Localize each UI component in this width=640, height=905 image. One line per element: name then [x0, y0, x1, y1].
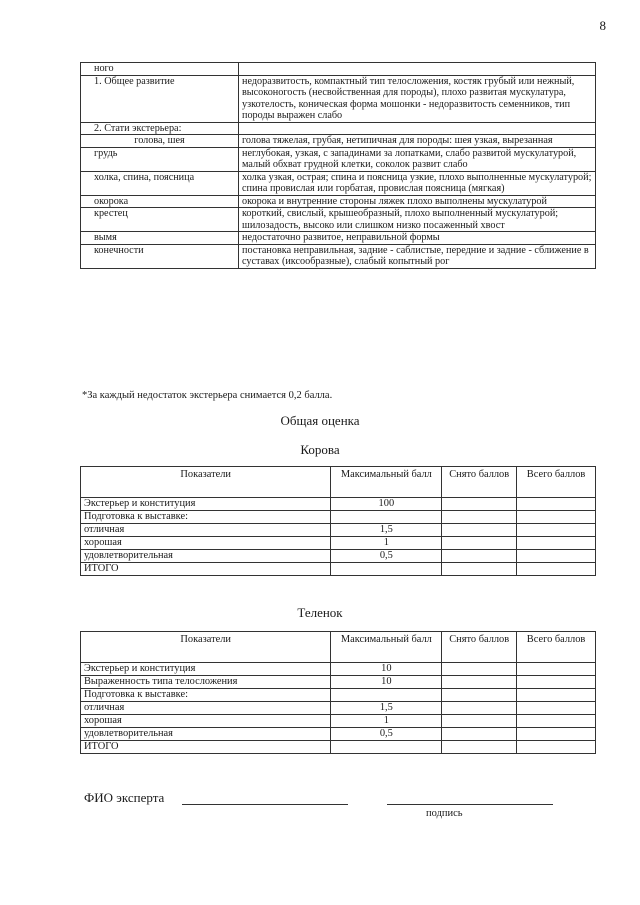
indicator-cell: ИТОГО: [81, 741, 331, 754]
header-total: Всего баллов: [517, 467, 596, 498]
table-row: [81, 537, 596, 550]
indicator-cell: хорошая: [81, 537, 331, 550]
expert-name-line: [182, 804, 348, 805]
table-header-row: [81, 467, 596, 498]
deducted-cell: [442, 715, 517, 728]
table-row: [81, 75, 596, 122]
body-part-label: грудь: [94, 147, 118, 159]
table-row: [81, 728, 596, 741]
exterior-defects-table-body: [81, 63, 596, 269]
table-row: [81, 715, 596, 728]
deducted-cell: [442, 728, 517, 741]
max-score-cell: 100: [331, 498, 442, 511]
expert-name-label: ФИО эксперта: [84, 790, 165, 805]
indicator-cell: отличная: [81, 524, 331, 537]
defect-description: короткий, свислый, крышеобразный, плохо выполненный мускулатурой; шилозадость, высоко или слишком низко посаженный хвост: [239, 208, 596, 232]
table-row: [81, 195, 596, 208]
signature-caption: подпись: [426, 808, 463, 819]
max-score-cell: 1,5: [331, 524, 442, 537]
table-row: [81, 741, 596, 754]
indicator-cell: удовлетворительная: [81, 550, 331, 563]
total-cell: [517, 663, 596, 676]
body-part-label: холка, спина, поясница: [94, 171, 195, 183]
exterior-defects-table: [80, 62, 596, 269]
table-row: [81, 135, 596, 148]
table-row: [81, 171, 596, 195]
body-part-label: ного: [94, 63, 114, 74]
indicator-cell: Подготовка к выставке:: [81, 511, 331, 524]
table-row: [81, 663, 596, 676]
table-row: [81, 63, 596, 76]
body-part-cell: [81, 135, 239, 148]
body-part-label: окорока: [94, 195, 129, 207]
total-cell: [517, 728, 596, 741]
table-row: [81, 550, 596, 563]
max-score-cell: 1,5: [331, 702, 442, 715]
table-row: [81, 524, 596, 537]
header-deducted: Снято баллов: [442, 632, 517, 663]
body-part-cell: [81, 63, 239, 76]
indicator-cell: удовлетворительная: [81, 728, 331, 741]
deducted-cell: [442, 537, 517, 550]
total-cell: [517, 563, 596, 576]
table-row: [81, 511, 596, 524]
body-part-label: голова, шея: [134, 135, 185, 146]
defect-description: [239, 63, 596, 76]
indicator-cell: Экстерьер и конституция: [81, 498, 331, 511]
deducted-cell: [442, 741, 517, 754]
deducted-cell: [442, 676, 517, 689]
defect-description: холка узкая, острая; спина и поясница узкие, плохо выполненные мускулатурой; спина провислая или горбатая, провислая поясница (мягкая): [239, 171, 596, 195]
max-score-cell: [331, 563, 442, 576]
body-part-cell: [81, 171, 239, 195]
body-part-cell: [81, 75, 239, 122]
defect-description: окорока и внутренние стороны ляжек плохо выполнены мускулатурой: [239, 195, 596, 208]
header-max-score: Максимальный балл: [331, 632, 442, 663]
deduction-note: *За каждый недостаток экстерьера снимается 0,2 балла.: [82, 390, 333, 401]
table-row: [81, 702, 596, 715]
body-part-label: конечности: [94, 244, 144, 256]
body-part-cell: [81, 195, 239, 208]
table-row: [81, 689, 596, 702]
table-row: [81, 147, 596, 171]
deducted-cell: [442, 550, 517, 563]
max-score-cell: [331, 511, 442, 524]
defect-description: недоразвитость, компактный тип телосложения, костяк грубый или нежный, высоконогость (несвойственная для породы), плохо развитая мускулатура, узкотелость, коническая форма мошонки - недоразвитость семенников, тип породы выражен слабо: [239, 75, 596, 122]
body-part-cell: [81, 232, 239, 245]
header-deducted: Снято баллов: [442, 467, 517, 498]
signature-line: [387, 804, 553, 805]
page-number: 8: [599, 18, 606, 33]
indicator-cell: Подготовка к выставке:: [81, 689, 331, 702]
calf-score-table: [80, 631, 596, 754]
deducted-cell: [442, 663, 517, 676]
cow-score-table: [80, 466, 596, 576]
defect-description: недостаточно развитое, неправильной формы: [239, 232, 596, 245]
max-score-cell: 10: [331, 663, 442, 676]
total-cell: [517, 741, 596, 754]
body-part-label: крестец: [94, 208, 128, 219]
table-row: [81, 498, 596, 511]
indicator-cell: отличная: [81, 702, 331, 715]
total-cell: [517, 511, 596, 524]
table-row: [81, 122, 596, 135]
total-cell: [517, 498, 596, 511]
total-cell: [517, 689, 596, 702]
max-score-cell: 1: [331, 715, 442, 728]
deducted-cell: [442, 498, 517, 511]
overall-score-title: Общая оценка: [280, 413, 360, 428]
table-row: [81, 563, 596, 576]
deducted-cell: [442, 702, 517, 715]
header-max-score: Максимальный балл: [331, 467, 442, 498]
max-score-cell: 0,5: [331, 550, 442, 563]
deducted-cell: [442, 563, 517, 576]
defect-description: неглубокая, узкая, с западинами за лопатками, слабо развитой мускулатурой, малый обхват грудной клетки, соколок развит слабо: [239, 147, 596, 171]
body-part-label: 2. Стати экстерьера:: [94, 122, 182, 134]
max-score-cell: 0,5: [331, 728, 442, 741]
cow-score-table-body: [81, 498, 596, 576]
deducted-cell: [442, 511, 517, 524]
total-cell: [517, 676, 596, 689]
body-part-label: вымя: [94, 232, 117, 243]
table-row: [81, 244, 596, 268]
header-total: Всего баллов: [517, 632, 596, 663]
total-cell: [517, 524, 596, 537]
max-score-cell: 10: [331, 676, 442, 689]
indicator-cell: хорошая: [81, 715, 331, 728]
max-score-cell: [331, 741, 442, 754]
deducted-cell: [442, 689, 517, 702]
total-cell: [517, 715, 596, 728]
cow-title: Корова: [300, 442, 340, 457]
header-indicators: Показатели: [81, 467, 331, 498]
body-part-cell: [81, 122, 239, 135]
deducted-cell: [442, 524, 517, 537]
calf-title: Теленок: [297, 605, 343, 620]
indicator-cell: ИТОГО: [81, 563, 331, 576]
total-cell: [517, 550, 596, 563]
indicator-cell: Выраженность типа телосложения: [81, 676, 331, 689]
body-part-cell: [81, 147, 239, 171]
defect-description: голова тяжелая, грубая, нетипичная для породы: шея узкая, вырезанная: [239, 135, 596, 148]
defect-description: [239, 122, 596, 135]
body-part-cell: [81, 244, 239, 268]
total-cell: [517, 537, 596, 550]
table-row: [81, 208, 596, 232]
calf-score-table-body: [81, 663, 596, 754]
table-header-row: [81, 632, 596, 663]
indicator-cell: Экстерьер и конституция: [81, 663, 331, 676]
defect-description: постановка неправильная, задние - саблистые, передние и задние - сближение в суставах (иксообразные), слабый копытный рог: [239, 244, 596, 268]
table-row: [81, 232, 596, 245]
body-part-label: 1. Общее развитие: [94, 75, 175, 87]
body-part-cell: [81, 208, 239, 232]
total-cell: [517, 702, 596, 715]
max-score-cell: [331, 689, 442, 702]
max-score-cell: 1: [331, 537, 442, 550]
table-row: [81, 676, 596, 689]
header-indicators: Показатели: [81, 632, 331, 663]
